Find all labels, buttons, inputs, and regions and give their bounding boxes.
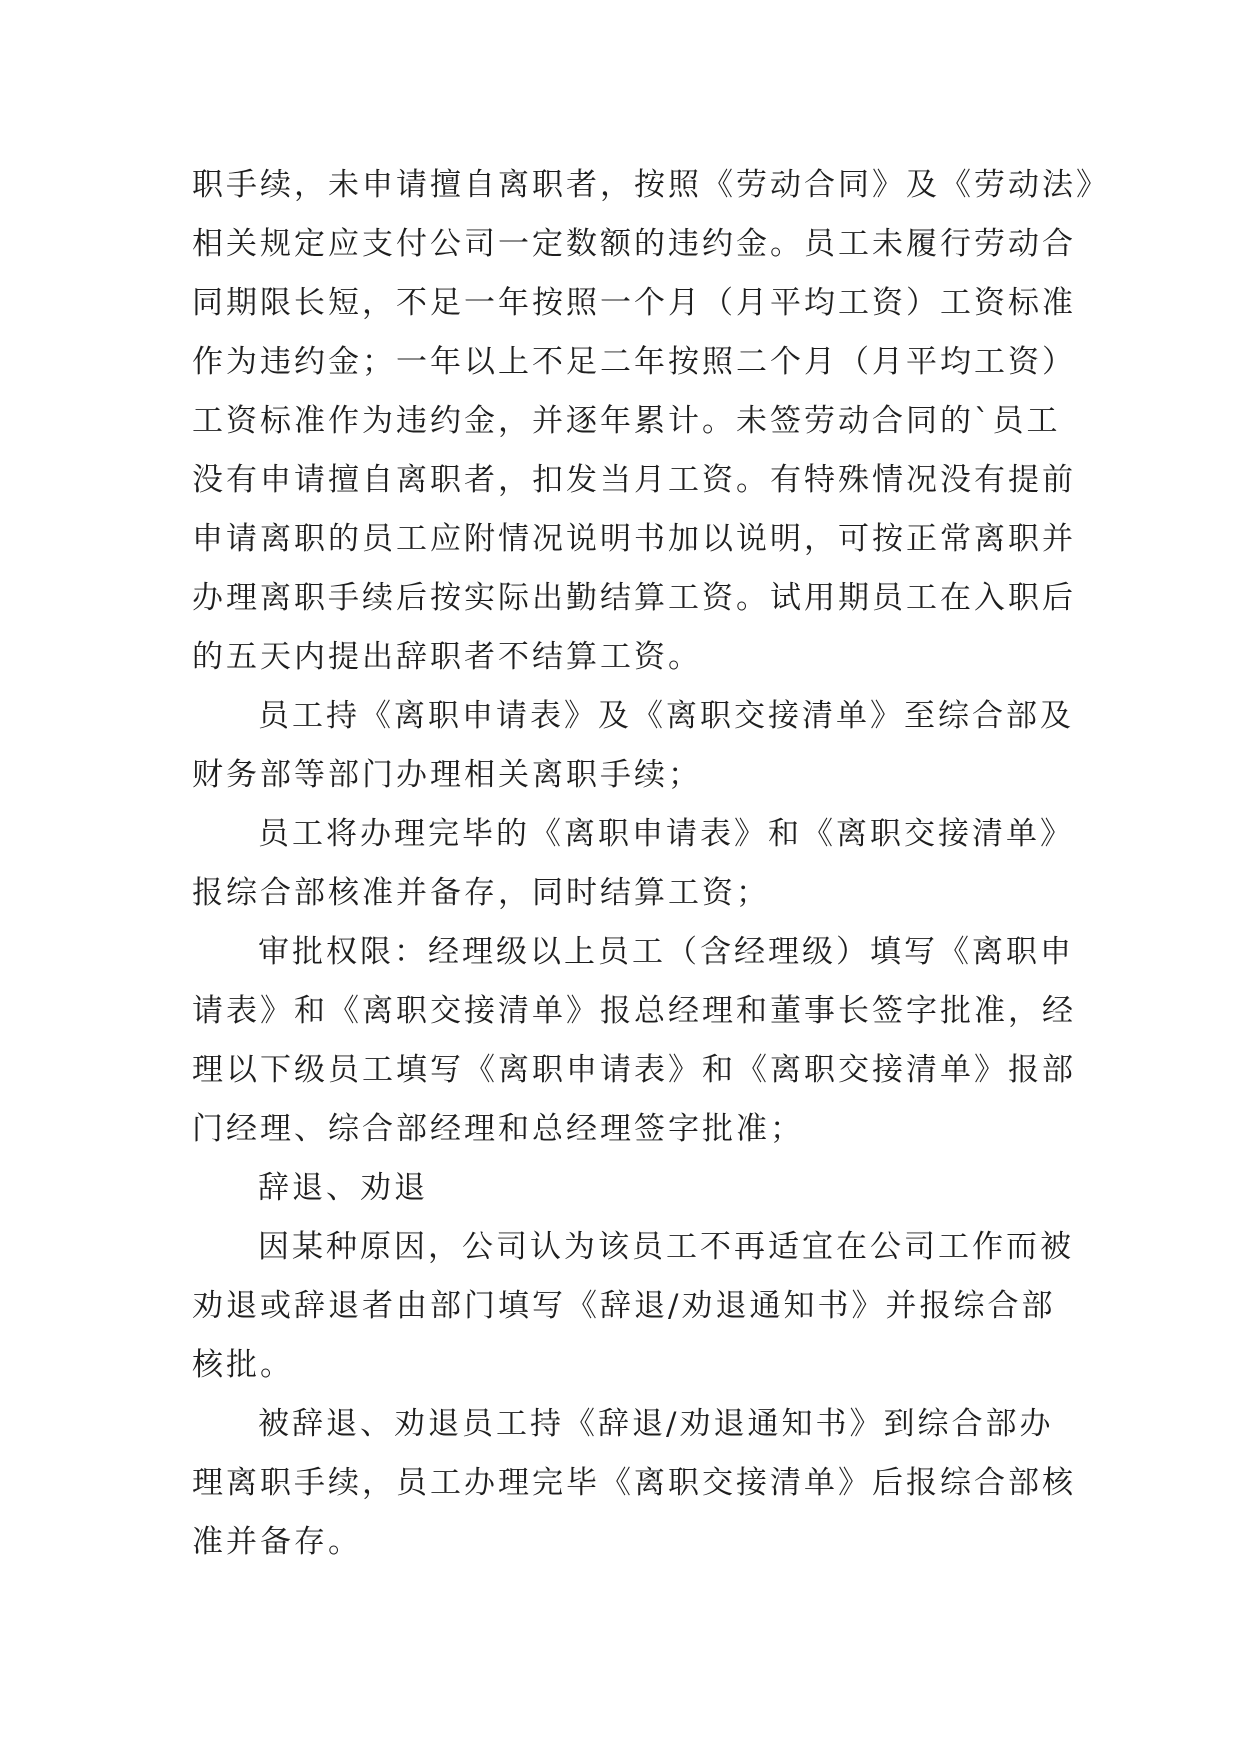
text-line: 准并备存。 (192, 1524, 362, 1560)
text-line: 理以下级员工填写《离职申请表》和《离职交接清单》报部 (192, 1052, 1076, 1088)
text-line: 的五天内提出辞职者不结算工资。 (192, 639, 702, 675)
document-body (192, 156, 1110, 1572)
text-line: 职手续，未申请擅自离职者，按照《劳动合同》及《劳动法》 (192, 167, 1110, 203)
text-line: 劝退或辞退者由部门填写《辞退/劝退通知书》并报综合部 (192, 1288, 1056, 1324)
text-line: 员工持《离职申请表》及《离职交接清单》至综合部及 (258, 698, 1074, 734)
text-line: 审批权限：经理级以上员工（含经理级）填写《离职申 (258, 934, 1074, 970)
text-line: 财务部等部门办理相关离职手续； (192, 757, 702, 793)
text-line: 员工将办理完毕的《离职申请表》和《离职交接清单》 (258, 816, 1074, 852)
text-line: 工资标准作为违约金，并逐年累计。未签劳动合同的`员工 (192, 403, 1061, 439)
text-line: 门经理、综合部经理和总经理签字批准； (192, 1111, 804, 1147)
text-line: 没有申请擅自离职者，扣发当月工资。有特殊情况没有提前 (192, 462, 1076, 498)
text-line: 申请离职的员工应附情况说明书加以说明，可按正常离职并 (192, 521, 1076, 557)
text-line: 作为违约金；一年以上不足二年按照二个月（月平均工资） (192, 344, 1076, 380)
text-line: 同期限长短，不足一年按照一个月（月平均工资）工资标准 (192, 285, 1076, 321)
text-line: 请表》和《离职交接清单》报总经理和董事长签字批准，经 (192, 993, 1076, 1029)
text-line: 办理离职手续后按实际出勤结算工资。试用期员工在入职后 (192, 580, 1076, 616)
text-line: 因某种原因，公司认为该员工不再适宜在公司工作而被 (258, 1229, 1074, 1265)
text-line: 被辞退、劝退员工持《辞退/劝退通知书》到综合部办 (258, 1406, 1054, 1442)
text-line: 理离职手续，员工办理完毕《离职交接清单》后报综合部核 (192, 1465, 1076, 1501)
text-line: 相关规定应支付公司一定数额的违约金。员工未履行劳动合 (192, 226, 1076, 262)
text-line: 报综合部核准并备存，同时结算工资； (192, 875, 770, 911)
text-line: 核批。 (192, 1347, 294, 1383)
text-line: 辞退、劝退 (258, 1170, 428, 1206)
